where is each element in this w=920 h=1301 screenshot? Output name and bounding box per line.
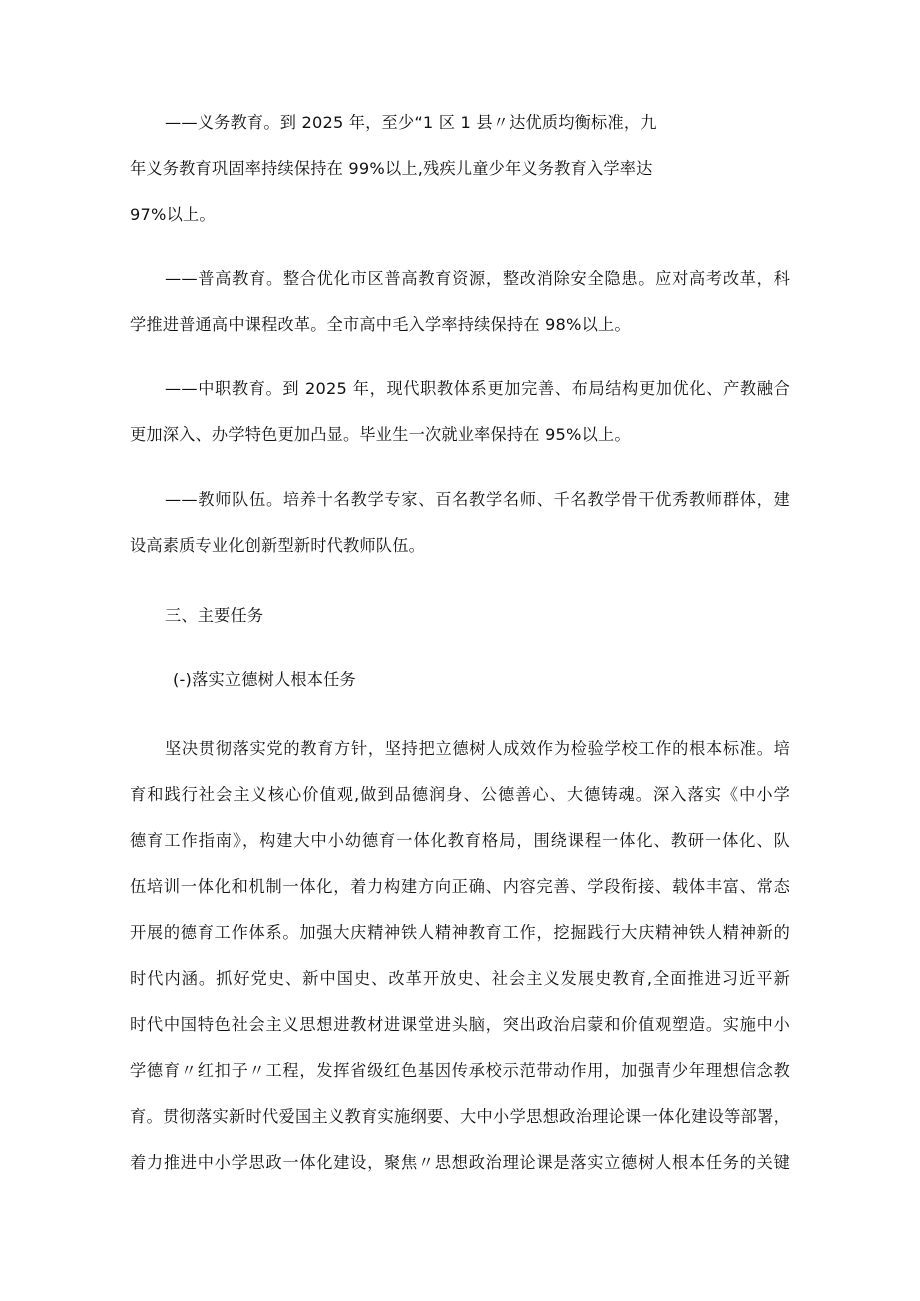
goal-teachers-line-1: ——教师队伍。培养十名教学专家、百名教学名师、千名教学骨干优秀教师群体，建 — [165, 490, 790, 509]
body-line-7: 时代中国特色社会主义思想进教材进课堂进头脑，突出政治启蒙和价值观塑造。实施中小 — [130, 1015, 790, 1034]
goal-vocational-line-2: 更加深入、办学特色更加凸显。毕业生一次就业率保持在 95%以上。 — [130, 425, 631, 444]
goal-high-school-line-2: 学推进普通高中课程改革。全市高中毛入学率持续保持在 98%以上。 — [130, 315, 631, 334]
goal-high-school-line-1: ——普高教育。整合优化市区普高教育资源，整改消除安全隐患。应对高考改革，科 — [165, 269, 790, 288]
subsection-heading: (-)落实立德树人根本任务 — [173, 670, 356, 689]
body-line-9: 育。贯彻落实新时代爱国主义教育实施纲要、大中小学思想政治理论课一体化建设等部署， — [130, 1107, 790, 1126]
body-line-5: 开展的德育工作体系。加强大庆精神铁人精神教育工作，挖掘践行大庆精神铁人精神新的 — [130, 923, 790, 942]
body-line-8: 学德育〃红扣子〃工程，发挥省级红色基因传承校示范带动作用，加强青少年理想信念教 — [130, 1061, 790, 1080]
body-line-2: 育和践行社会主义核心价值观,做到品德润身、公德善心、大德铸魂。深入落实《中小学 — [130, 785, 790, 804]
body-line-1: 坚决贯彻落实党的教育方针，坚持把立德树人成效作为检验学校工作的根本标准。培 — [165, 739, 790, 758]
goal-compulsory-line-3: 97%以上。 — [130, 205, 216, 224]
goal-teachers-line-2: 设高素质专业化创新型新时代教师队伍。 — [130, 536, 425, 555]
body-line-4: 伍培训一体化和机制一体化，着力构建方向正确、内容完善、学段衔接、载体丰富、常态 — [130, 877, 790, 896]
body-line-3: 德育工作指南》，构建大中小幼德育一体化教育格局，围绕课程一体化、教研一体化、队 — [130, 831, 790, 850]
section-heading: 三、主要任务 — [165, 606, 264, 625]
body-line-10: 着力推进中小学思政一体化建设，聚焦〃思想政治理论课是落实立德树人根本任务的关键 — [130, 1153, 790, 1172]
goal-compulsory-line-2: 年义务教育巩固率持续保持在 99%以上,残疾儿童少年义务教育入学率达 — [130, 159, 653, 178]
goal-compulsory-line-1: ——义务教育。到 2025 年，至少“1 区 1 县〃达优质均衡标准，九 — [165, 113, 657, 132]
goal-vocational-line-1: ——中职教育。到 2025 年，现代职教体系更加完善、布局结构更加优化、产教融合 — [165, 379, 790, 398]
body-line-6: 时代内涵。抓好党史、新中国史、改革开放史、社会主义发展史教育,全面推进习近平新 — [130, 969, 790, 988]
